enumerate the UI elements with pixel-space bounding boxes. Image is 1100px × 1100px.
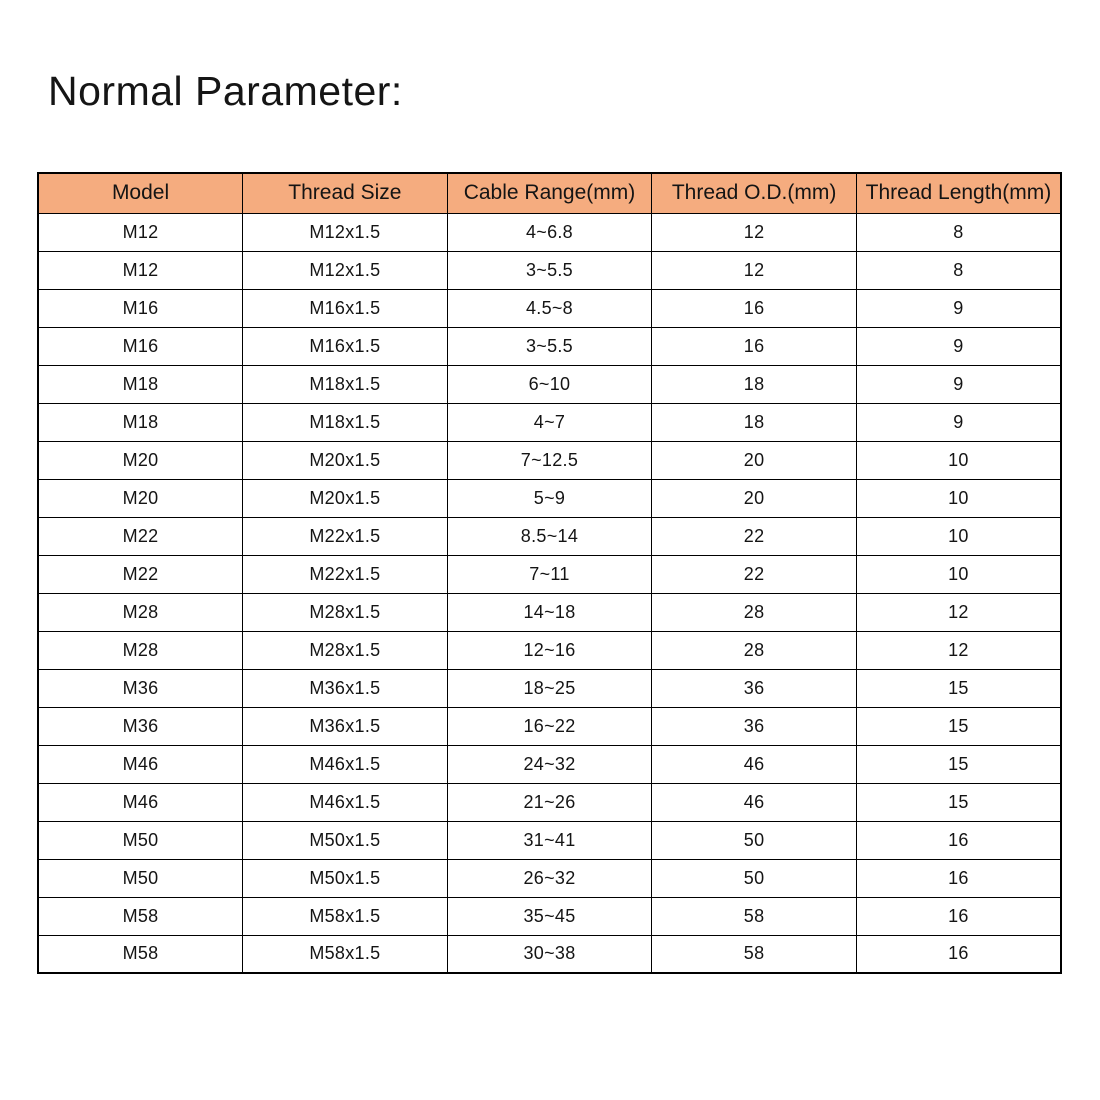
table-cell: M50x1.5: [243, 821, 448, 859]
table-cell: 7~12.5: [447, 441, 652, 479]
table-cell: M18: [38, 365, 243, 403]
table-row: [38, 365, 1061, 403]
table-cell: M20: [38, 441, 243, 479]
table-row: [38, 669, 1061, 707]
table-cell: 10: [856, 479, 1061, 517]
table-cell: 15: [856, 707, 1061, 745]
table-cell: 3~5.5: [447, 327, 652, 365]
table-row: [38, 631, 1061, 669]
column-header-cable-range: Cable Range(mm): [447, 173, 652, 213]
table-row: [38, 289, 1061, 327]
column-header-thread-od: Thread O.D.(mm): [652, 173, 857, 213]
table-cell: M36x1.5: [243, 669, 448, 707]
table-cell: 10: [856, 517, 1061, 555]
table-cell: M20x1.5: [243, 441, 448, 479]
table-cell: M46: [38, 783, 243, 821]
table-cell: M20: [38, 479, 243, 517]
table-cell: 12: [856, 593, 1061, 631]
table-cell: 15: [856, 783, 1061, 821]
table-cell: 50: [652, 859, 857, 897]
table-cell: M28: [38, 593, 243, 631]
table-cell: M50: [38, 859, 243, 897]
table-cell: 12~16: [447, 631, 652, 669]
table-cell: 18~25: [447, 669, 652, 707]
table-cell: M58x1.5: [243, 897, 448, 935]
table-cell: M12: [38, 213, 243, 251]
table-cell: 14~18: [447, 593, 652, 631]
table-cell: 58: [652, 935, 857, 973]
table-cell: 7~11: [447, 555, 652, 593]
table-cell: M22: [38, 517, 243, 555]
table-cell: 18: [652, 365, 857, 403]
table-cell: 35~45: [447, 897, 652, 935]
table-cell: 9: [856, 327, 1061, 365]
table-row: [38, 935, 1061, 973]
table-cell: 36: [652, 669, 857, 707]
table-cell: 4~6.8: [447, 213, 652, 251]
table-row: [38, 213, 1061, 251]
table-cell: 26~32: [447, 859, 652, 897]
table-cell: 16: [856, 897, 1061, 935]
table-row: [38, 593, 1061, 631]
table-cell: M18x1.5: [243, 365, 448, 403]
table-cell: M18x1.5: [243, 403, 448, 441]
table-cell: 21~26: [447, 783, 652, 821]
table-cell: 10: [856, 555, 1061, 593]
table-cell: 9: [856, 365, 1061, 403]
table-cell: M28: [38, 631, 243, 669]
table-cell: 12: [856, 631, 1061, 669]
table-cell: 6~10: [447, 365, 652, 403]
table-cell: 12: [652, 251, 857, 289]
table-cell: 10: [856, 441, 1061, 479]
table-cell: M12: [38, 251, 243, 289]
table-cell: M20x1.5: [243, 479, 448, 517]
table-cell: 50: [652, 821, 857, 859]
table-row: [38, 403, 1061, 441]
table-cell: 16: [652, 289, 857, 327]
table-row: [38, 479, 1061, 517]
table-cell: 16: [856, 821, 1061, 859]
table-row: [38, 897, 1061, 935]
column-header-thread-size: Thread Size: [243, 173, 448, 213]
table-cell: 15: [856, 745, 1061, 783]
table-cell: M16x1.5: [243, 327, 448, 365]
table-cell: 31~41: [447, 821, 652, 859]
table-cell: 4.5~8: [447, 289, 652, 327]
table-cell: M58: [38, 897, 243, 935]
table-cell: 3~5.5: [447, 251, 652, 289]
table-cell: M16: [38, 289, 243, 327]
table-cell: 12: [652, 213, 857, 251]
table-cell: M12x1.5: [243, 251, 448, 289]
table-cell: M58: [38, 935, 243, 973]
table-cell: M18: [38, 403, 243, 441]
table-cell: 15: [856, 669, 1061, 707]
table-cell: M22: [38, 555, 243, 593]
table-row: [38, 707, 1061, 745]
table-header-row: [38, 173, 1061, 213]
table-cell: 16~22: [447, 707, 652, 745]
column-header-thread-length: Thread Length(mm): [856, 173, 1061, 213]
table-cell: M16: [38, 327, 243, 365]
table-cell: 8: [856, 251, 1061, 289]
table-cell: 16: [856, 935, 1061, 973]
table-cell: 22: [652, 555, 857, 593]
table-cell: 9: [856, 403, 1061, 441]
table-cell: 4~7: [447, 403, 652, 441]
table-cell: 20: [652, 441, 857, 479]
table-cell: M58x1.5: [243, 935, 448, 973]
table-cell: 22: [652, 517, 857, 555]
table-cell: 24~32: [447, 745, 652, 783]
table-cell: 46: [652, 745, 857, 783]
table-cell: 9: [856, 289, 1061, 327]
table-cell: 58: [652, 897, 857, 935]
table-cell: 16: [856, 859, 1061, 897]
table-cell: 46: [652, 783, 857, 821]
table-row: [38, 327, 1061, 365]
table-row: [38, 821, 1061, 859]
parameter-table: [37, 172, 1062, 974]
column-header-model: Model: [38, 173, 243, 213]
table-cell: 28: [652, 593, 857, 631]
table-row: [38, 555, 1061, 593]
table-cell: M50x1.5: [243, 859, 448, 897]
table-cell: M22x1.5: [243, 517, 448, 555]
table-cell: M28x1.5: [243, 593, 448, 631]
table-cell: M36x1.5: [243, 707, 448, 745]
table-cell: 16: [652, 327, 857, 365]
table-cell: M50: [38, 821, 243, 859]
table-cell: 36: [652, 707, 857, 745]
table-row: [38, 745, 1061, 783]
table-row: [38, 783, 1061, 821]
table-cell: 20: [652, 479, 857, 517]
table-row: [38, 251, 1061, 289]
table-row: [38, 517, 1061, 555]
table-cell: 28: [652, 631, 857, 669]
table-row: [38, 441, 1061, 479]
table-cell: 8.5~14: [447, 517, 652, 555]
table-cell: M36: [38, 707, 243, 745]
table-cell: M22x1.5: [243, 555, 448, 593]
table-cell: 5~9: [447, 479, 652, 517]
table-cell: M36: [38, 669, 243, 707]
table-cell: 30~38: [447, 935, 652, 973]
table-cell: M28x1.5: [243, 631, 448, 669]
table-cell: 18: [652, 403, 857, 441]
table-row: [38, 859, 1061, 897]
table-cell: M46x1.5: [243, 745, 448, 783]
table-body: [38, 213, 1061, 973]
table-cell: M12x1.5: [243, 213, 448, 251]
page-title: Normal Parameter:: [48, 68, 403, 114]
table-cell: M46x1.5: [243, 783, 448, 821]
table-cell: M16x1.5: [243, 289, 448, 327]
table-cell: M46: [38, 745, 243, 783]
table-cell: 8: [856, 213, 1061, 251]
